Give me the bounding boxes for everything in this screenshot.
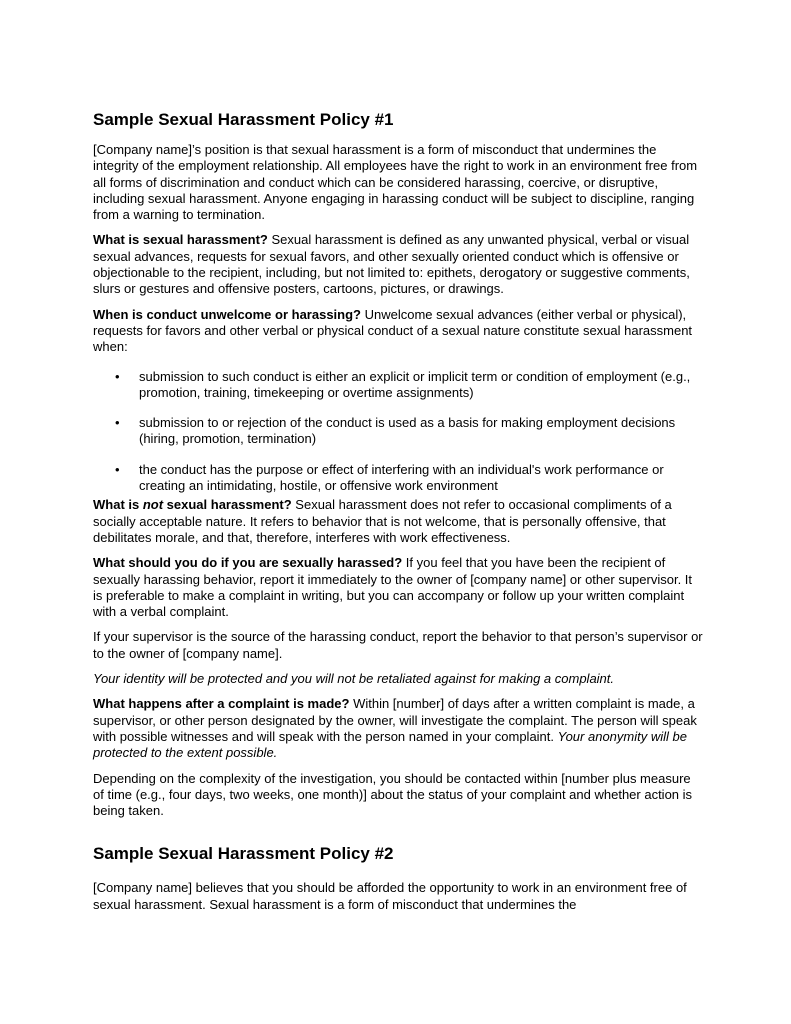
identity-protected-paragraph bbox=[93, 671, 703, 687]
what-is-paragraph bbox=[93, 232, 703, 297]
policy1-title: Sample Sexual Harassment Policy #1 bbox=[93, 110, 394, 129]
what-is-not-paragraph bbox=[93, 497, 703, 546]
what-is-heading: What is sexual harassment? bbox=[93, 232, 268, 248]
what-to-do-heading: What should you do if you are sexually harassed? bbox=[93, 555, 403, 571]
policy2-title: Sample Sexual Harassment Policy #2 bbox=[93, 844, 394, 864]
policy1-intro-paragraph: [Company name]’s position is that sexual harassment is a form of misconduct that undermines the integrity of the employment relationship. All employees have the right to work in an environment free from all forms of discrimination and conduct which can be considered harassing, coercive, or disruptive, including sexual harassment. Anyone engaging in harassing conduct will be subject to discipline, ranging from a warning to termination. bbox=[93, 142, 698, 223]
what-to-do-paragraph bbox=[93, 555, 703, 620]
depending-paragraph: Depending on the complexity of the investigation, you should be contacted within [number plus measure of time (e.g., four days, two weeks, one month)] about the status of your complaint and whether action is being taken. bbox=[93, 770, 693, 819]
what-to-do-text: If you feel that you have been the recipient of sexually harassing behavior, report it immediately to the owner of [company name] or other supervisor. It is preferable to make a complaint in writing, but you can accompany or follow up your written complaint with a verbal complaint. bbox=[93, 555, 693, 620]
anonymity-text: Your anonymity will be protected to the extent possible. bbox=[93, 728, 687, 761]
what-is-not-text: Sexual harassment does not refer to occasional compliments of a socially acceptable nature. It refers to behavior that is not welcome, that is personally offensive, that debilitates morale, and that, therefore, interferes with work effectiveness. bbox=[93, 497, 672, 545]
unwelcome-paragraph bbox=[93, 307, 703, 356]
list-item bbox=[93, 415, 703, 448]
list-item bbox=[93, 462, 703, 495]
what-is-not-heading bbox=[93, 497, 292, 512]
identity-protected-text: Your identity will be protected and you will not be retaliated against for making a complaint. bbox=[93, 671, 615, 687]
list-item-text: submission to or rejection of the conduct is used as a basis for making employment decisions (hiring, promotion, termination) bbox=[139, 415, 676, 447]
bullet-icon: • bbox=[115, 368, 120, 384]
supervisor-source-paragraph: If your supervisor is the source of the harassing conduct, report the behavior to that person’s supervisor or to the owner of [company name]. bbox=[93, 629, 703, 661]
unwelcome-heading: When is conduct unwelcome or harassing? bbox=[93, 306, 361, 322]
policy2-intro-paragraph: [Company name] believes that you should be afforded the opportunity to work in an environment free of sexual harassment. Sexual harassment is a form of misconduct that undermines the bbox=[93, 880, 687, 912]
after-complaint-heading: What happens after a complaint is made? bbox=[93, 696, 350, 712]
list-item-text: submission to such conduct is either an explicit or implicit term or condition of employment (e.g., promotion, training, timekeeping or overtime assignments) bbox=[139, 368, 691, 400]
after-complaint-paragraph bbox=[93, 696, 703, 761]
what-is-text: Sexual harassment is defined as any unwanted physical, verbal or visual sexual advances, requests for sexual favors, and other sexually oriented conduct which is offensive or objectionable to the recipient, including, but not limited to: epithets, derogatory or suggestive comments, slurs or gestures and offensive posters, cartoons, pictures, or drawings. bbox=[93, 232, 690, 297]
heading-part: sexual harassment? bbox=[163, 497, 292, 513]
heading-part: What is bbox=[93, 497, 143, 513]
list-item-text: the conduct has the purpose or effect of interfering with an individual's work performance or creating an intimidating, hostile, or offensive work environment bbox=[139, 461, 664, 494]
document-page bbox=[93, 110, 703, 922]
conditions-list bbox=[93, 369, 703, 495]
heading-emphasis: not bbox=[142, 497, 164, 513]
list-item bbox=[93, 369, 703, 402]
after-complaint-text: Within [number] of days after a written complaint is made, a supervisor, or other person designated by the owner, will investigate the complaint. The person will speak with possible witnesses and will speak with the person named in your complaint. bbox=[93, 696, 697, 744]
bullet-icon: • bbox=[115, 461, 120, 477]
unwelcome-text: Unwelcome sexual advances (either verbal or physical), requests for favors and other verbal or physical conduct of a sexual nature constitute sexual harassment when: bbox=[93, 306, 693, 355]
bullet-icon: • bbox=[115, 415, 120, 431]
